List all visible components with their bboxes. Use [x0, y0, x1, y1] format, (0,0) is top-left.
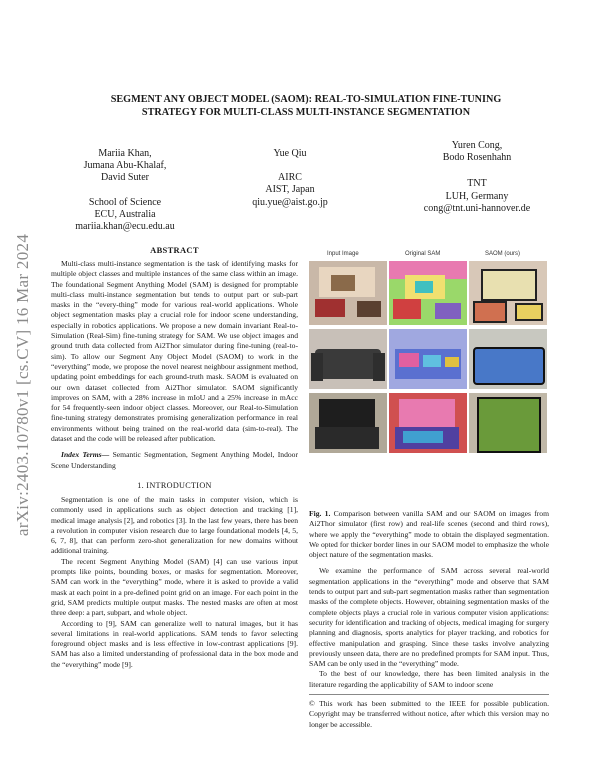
- intro-paragraph: According to [9], SAM can generalize well to natural images, but it has several limitations in real-world applications. SAM tends to favor selecting foreground object masks and is less effective in low-contrast applications [9]. SAM has also a limited understanding of professional data in the box mode and the “everything” mode [9].: [51, 618, 298, 669]
- author-email: mariia.khan@ecu.edu.au: [75, 221, 175, 233]
- figure-panel-input-real-2: [309, 393, 387, 453]
- author-affiliation: AIST, Japan: [265, 184, 315, 196]
- abstract-text: Multi-class multi-instance segmentation is the task of identifying masks for multiple object classes and multiple instances of the same class within an image. The foundational Segment Anything Model (SAM) is designed for promptable multi-class multi-instance segmentation but tends to output part or sub-part masks in the “every-thing” mode for various real-world applications. Whole object segmentation masks play a crucial role for indoor scene understanding, especially in robotics applications. We propose a new domain invariant Real-to-Simulation (Real-Sim) fine-tuning strategy for SAM. We use object images and ground truth data collected from Ai2Thor simulator during fine-tuning (real-to-sim). To allow our Segment Any Object Model (SAOM) to work in the “everything” mode, we propose the novel nearest neighbour assignment method, updating point embeddings for each ground-truth mask. SAOM is evaluated on our own dataset collected from Ai2Thor simulator. SAOM significantly improves on SAM, with a 28% increase in mIoU and a 25% increase in mAcc for 54 frequently-seen indoor object classes. Moreover, our Real-to-Simulation fine-tuning strategy demonstrates promising generalization performance in real environments without being trained on the real-world data (sim-to-real). The dataset and the code will be released after publication.: [51, 259, 298, 444]
- copyright-footnote: © This work has been submitted to the IEEE for possible publication. Copyright may be transferred without notice, after which this version may no longer be accessible.: [309, 694, 549, 730]
- figure-column-label: Input Image: [327, 251, 359, 257]
- figure-panel-sam-real-1: [389, 329, 467, 389]
- figure-panel-input-real-1: [309, 329, 387, 389]
- figure-panel-saom-sim: [469, 261, 547, 325]
- index-terms-label: Index Terms—: [61, 450, 110, 460]
- intro-paragraph: Segmentation is one of the main tasks in computer vision, which is commonly used in applications such as object detection and tracking [1], medical image analysis [2], and robotics [3]. In the last few years, there has been a revolution in computer vision research due to large foundational models [4, 5, 6, 7, 8], that can perform zero-shot generalization for new domains without additional training.: [51, 494, 298, 556]
- figure-column-label: Original SAM: [405, 251, 441, 257]
- abstract-heading: ABSTRACT: [150, 245, 199, 255]
- figure-caption: [309, 509, 549, 560]
- author-affiliation: AIRC: [278, 172, 302, 184]
- author-group-3: [402, 140, 552, 215]
- figure-caption-label: Fig. 1.: [309, 509, 331, 518]
- paper-title: [60, 93, 552, 119]
- figure-1: [309, 253, 549, 503]
- body-paragraph: We examine the performance of SAM across several real-world segmentation applications in the “everything” mode and observe that SAM tends to output part and sub-part segmentation masks rather than segmentation masks of the complete objects. However, obtaining segmentation masks of the complete objects plays a crucial role in various computer vision applications: security for identification and tracking of objects, medical imaging for surgery planning and diagnosis, sports analytics for player tracking, and robotics for effective manipulation and grasping. Since these tasks involve analyzing previously unseen data, there are no predefined prompts for SAM input. Thus, SAM can be only used in the “everything” mode.: [309, 566, 549, 669]
- right-column: [309, 253, 549, 730]
- author-group-2: [230, 148, 350, 209]
- intro-paragraph: The recent Segment Anything Model (SAM) [4] can use various input prompts like points, bounding boxes, or masks for segmentation. Moreover, SAM can work in the “everything” mode, where it is asked to provide a valid mask at each point in a pre-defined point grid on an image. For each point in the grid, SAM predicts multiple output masks. The nested masks are often at most three deep: a part, subpart, and whole object.: [51, 556, 298, 618]
- arxiv-stamp: arXiv:2403.10780v1 [cs.CV] 16 Mar 2024: [13, 233, 32, 537]
- author-name: Jumana Abu-Khalaf,: [83, 160, 167, 172]
- author-name: Yue Qiu: [273, 148, 307, 159]
- author-email: qiu.yue@aist.go.jp: [252, 196, 328, 208]
- figure-panel-sam-sim: [389, 261, 467, 325]
- author-group-1: [70, 148, 180, 233]
- author-name: David Suter: [100, 172, 150, 184]
- figure-column-label: SAOM (ours): [485, 251, 521, 257]
- index-terms: [51, 450, 298, 471]
- index-terms-text: Semantic Segmentation, Segment Anything Model, Indoor Scene Understanding: [51, 450, 298, 470]
- figure-panel-sam-real-2: [389, 393, 467, 453]
- author-affiliation: School of Science: [88, 196, 162, 208]
- figure-panel-input-sim: [309, 261, 387, 325]
- author-affiliation: ECU, Australia: [94, 208, 156, 220]
- author-block: [60, 140, 560, 233]
- author-name: Mariia Khan,: [98, 148, 152, 159]
- title-line-1: SEGMENT ANY OBJECT MODEL (SAOM): REAL-TO-SIMULATION FINE-TUNING: [110, 94, 502, 105]
- author-name: Yuren Cong,: [451, 140, 503, 151]
- figure-panel-saom-real-2: [469, 393, 547, 453]
- author-affiliation: LUH, Germany: [445, 190, 509, 202]
- body-paragraph: To the best of our knowledge, there has been limited analysis in the literature regarding the applicability of SAM to indoor scene: [309, 669, 549, 689]
- title-line-2: STRATEGY FOR MULTI-CLASS MULTI-INSTANCE SEGMENTATION: [141, 107, 471, 118]
- author-affiliation: TNT: [467, 178, 487, 190]
- figure-panel-saom-real-1: [469, 329, 547, 389]
- figure-caption-text: Comparison between vanilla SAM and our SAOM on images from Ai2Thor simulator (first row) and real-life scenes (second and third rows), where we apply the “everything” mode to obtain the displayed segmentation. We opted for thicker border lines in our SAOM model to emphasize the whole object nature of the segmentation masks.: [309, 509, 549, 560]
- left-column: [51, 245, 298, 670]
- section-heading-introduction: 1. INTRODUCTION: [137, 480, 212, 490]
- author-email: cong@tnt.uni-hannover.de: [423, 202, 531, 214]
- author-name: Bodo Rosenhahn: [442, 152, 512, 164]
